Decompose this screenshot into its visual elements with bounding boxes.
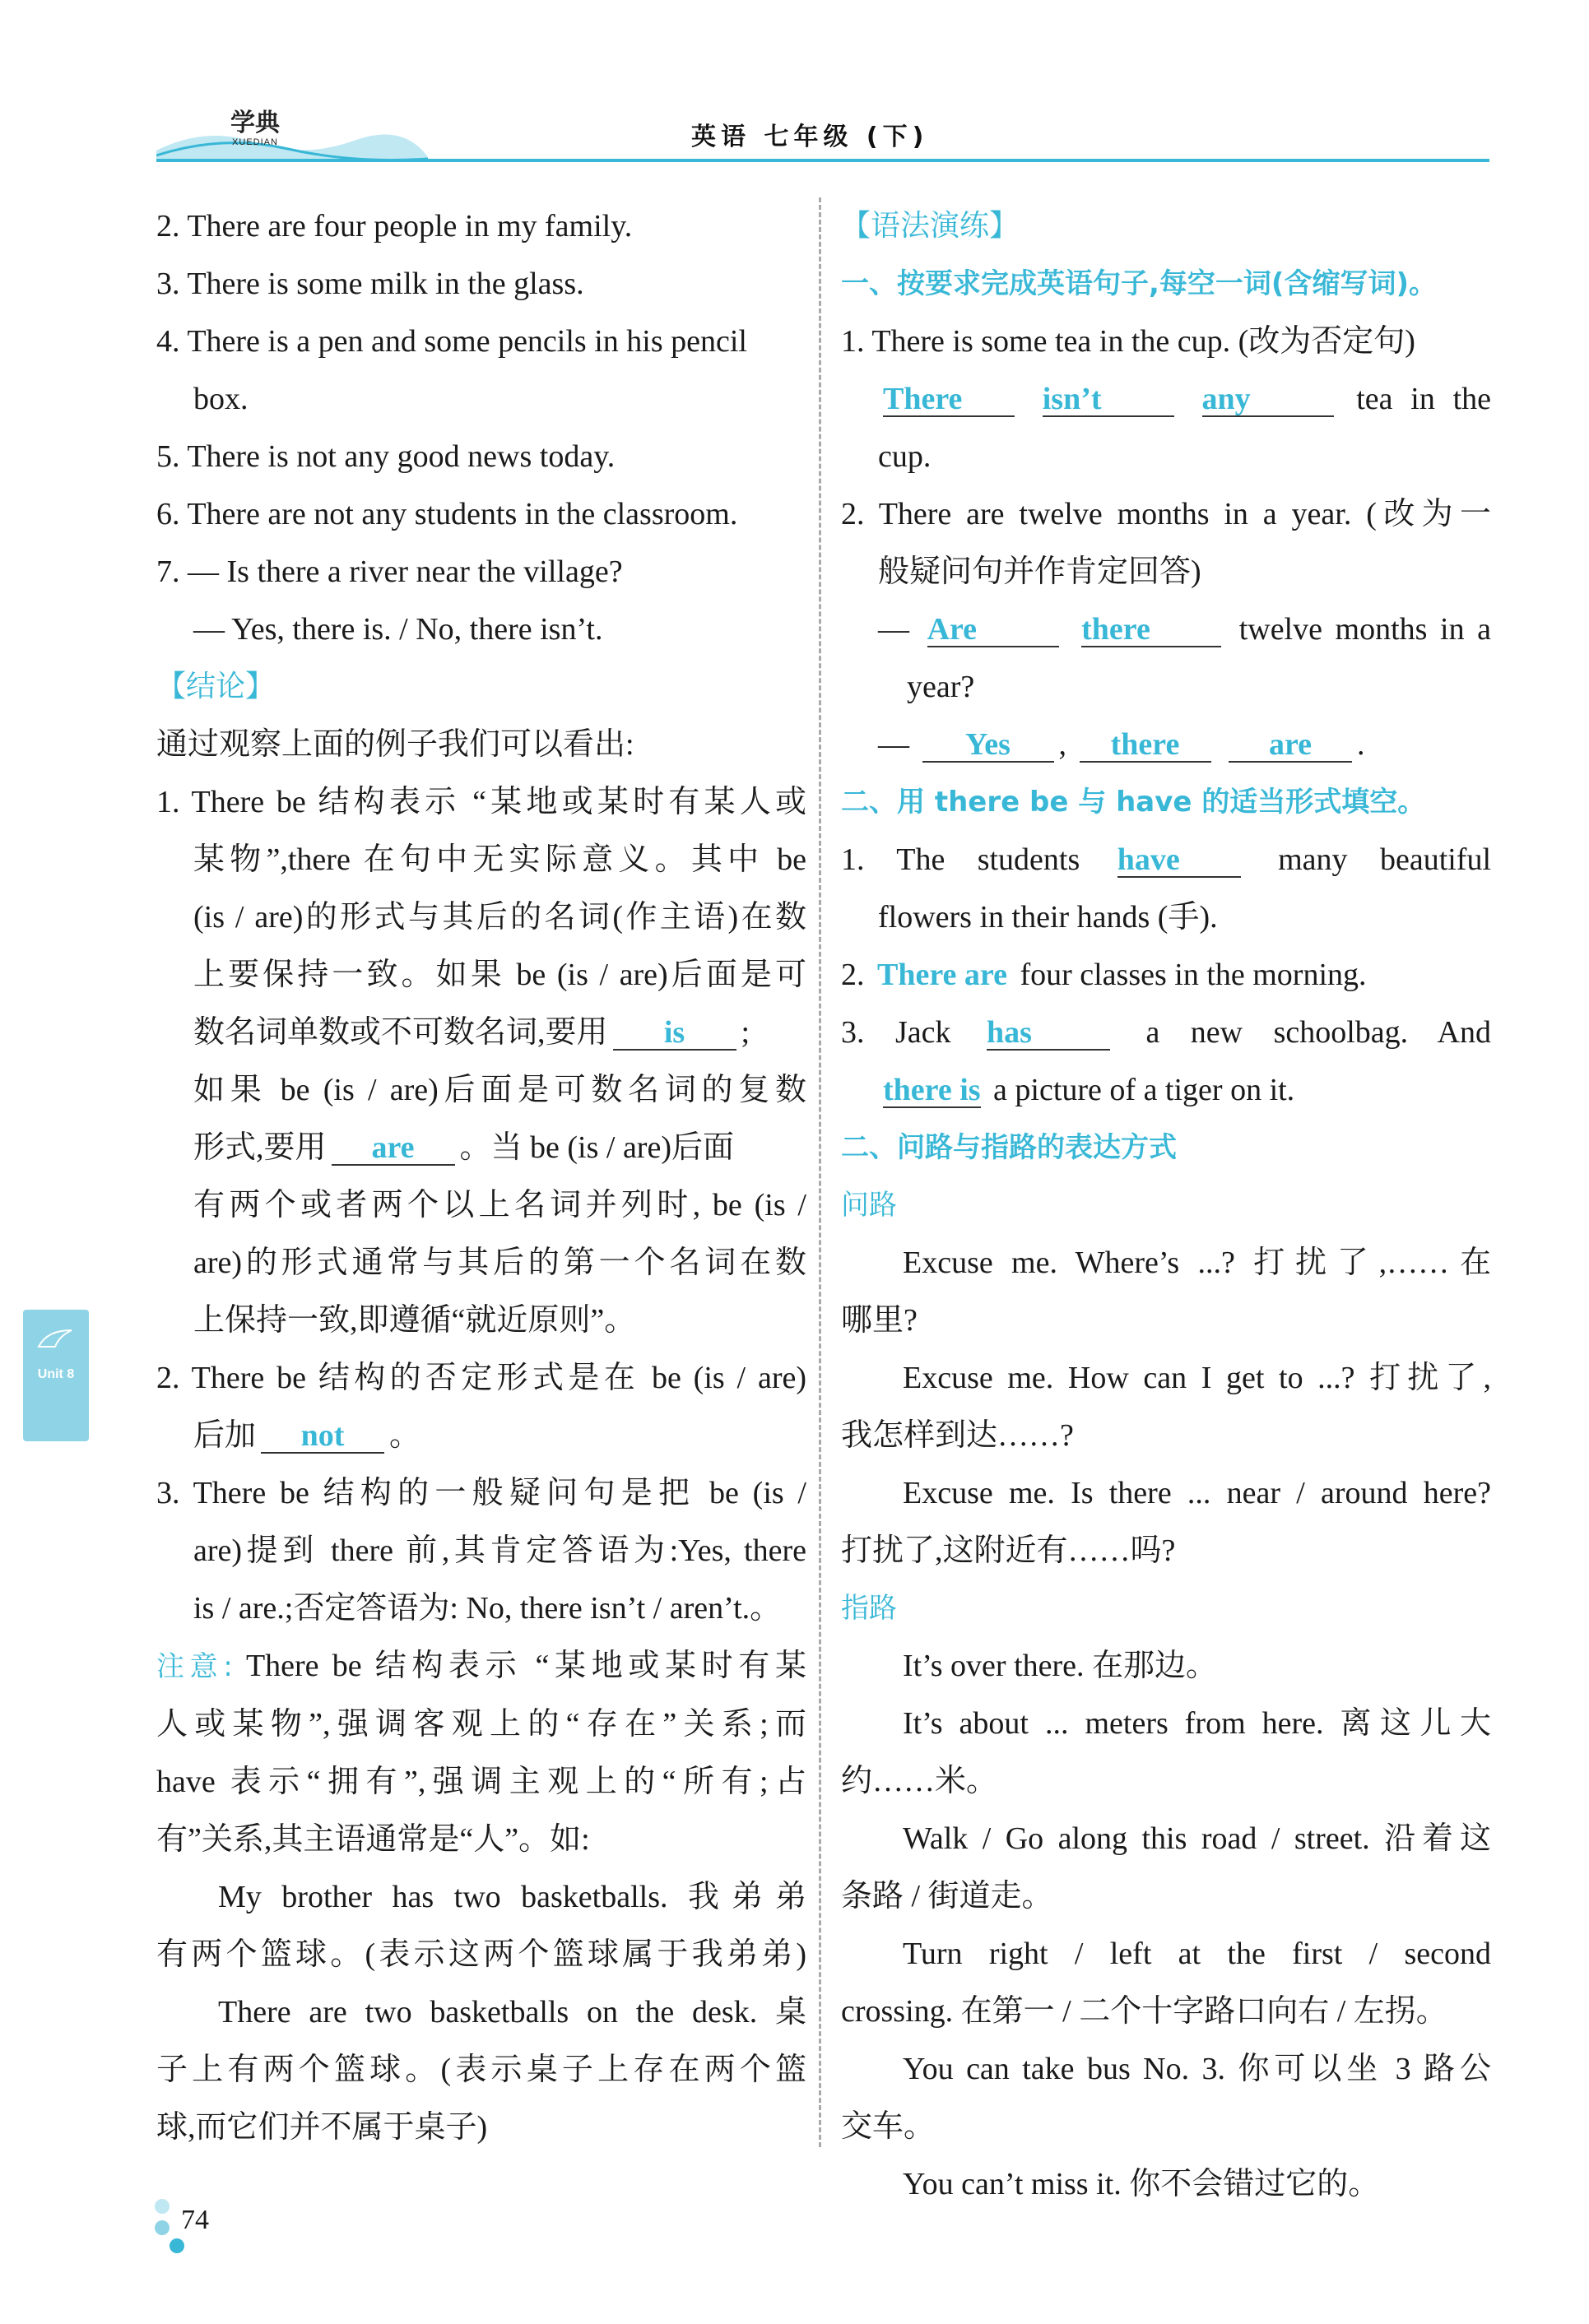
ask-way-heading: 问路 — [841, 1189, 897, 1222]
rule-text: 。 — [389, 1418, 421, 1453]
rule-3-line: is / are.;否定答语为: No, there isn’t / aren’t.。 — [193, 1591, 782, 1626]
fill-1-line — [841, 831, 1491, 888]
answer-blank: isn’t — [1043, 383, 1174, 417]
guide-line: It’s about ... meters from here. 离这儿大 — [903, 1706, 1491, 1741]
practice-heading: 【语法演练】 — [841, 209, 1020, 243]
fill-text: 2. — [841, 958, 865, 992]
guide-line: Turn right / left at the first / second — [903, 1937, 1491, 1971]
fill-1-line: flowers in their hands (手). — [878, 900, 1218, 935]
ask-line: 打扰了,这附近有……吗? — [841, 1533, 1176, 1568]
rule-text: ; — [741, 1015, 750, 1050]
answer-blank: There are — [877, 958, 1007, 992]
ask-line: 我怎样到达……? — [841, 1418, 1074, 1453]
rule-1-line: are)的形式通常与其后的第一个名词在数 — [193, 1245, 806, 1280]
left-column — [156, 197, 806, 2156]
rule-1-line: 1. There be 结构表示 “某地或某时有某人或 — [156, 785, 806, 819]
section-1-title: 一、按要求完成英语句子,每空一词(含缩写词)。 — [841, 267, 1437, 300]
column-divider — [819, 197, 821, 2147]
example-line: — Yes, there is. / No, there isn’t. — [193, 612, 603, 647]
rule-1-line: 上要保持一致。如果 be (is / are)后面是可 — [193, 958, 806, 992]
answer-blank: there is — [883, 1073, 981, 1107]
note-line — [156, 1637, 806, 1695]
conclusion-intro: 通过观察上面的例子我们可以看出: — [156, 727, 634, 762]
question-1-line — [841, 370, 1491, 428]
guide-line: Walk / Go along this road / street. 沿着这 — [903, 1821, 1491, 1856]
question-2-line — [841, 601, 1491, 658]
publisher-logo — [214, 109, 296, 151]
header-rule — [156, 159, 1489, 162]
guide-line: You can take bus No. 3. 你可以坐 3 路公 — [903, 2052, 1491, 2086]
rule-3-line: 3. There be 结构的一般疑问句是把 be (is / — [156, 1476, 806, 1510]
unit-side-tab — [23, 1310, 89, 1441]
question-1-line: cup. — [878, 439, 932, 474]
answer-blank: have — [1117, 843, 1241, 878]
rule-2-line: 2. There be 结构的否定形式是在 be (is / are) — [156, 1361, 806, 1395]
note-label: 注意: — [156, 1650, 233, 1683]
example-line: box. — [193, 382, 249, 416]
rule-1-line: 如果 be (is / are)后面是可数名词的复数 — [193, 1073, 806, 1107]
fill-text: 3. Jack — [841, 1015, 951, 1050]
note-line: have 表示“拥有”,强调主观上的“所有;占 — [156, 1765, 806, 1799]
dash: — — [878, 612, 909, 647]
example-line: 5. There is not any good news today. — [156, 439, 616, 474]
question-2-line: year? — [907, 670, 975, 704]
fill-text: 1. The students — [841, 842, 1080, 877]
note-text: There be 结构表示 “某地或某时有某 — [232, 1649, 806, 1683]
give-directions-heading: 指路 — [841, 1592, 897, 1625]
example-sentence: 球,而它们并不属于桌子) — [156, 2110, 488, 2145]
answer-blank: are — [1229, 728, 1352, 763]
guide-line: 交车。 — [841, 2109, 936, 2144]
example-line: 7. — Is there a river near the village? — [156, 554, 623, 589]
example-sentence: My brother has two basketballs. 我弟弟 — [218, 1880, 806, 1914]
rule-text: 形式,要用 — [193, 1130, 327, 1165]
answer-blank: not — [261, 1419, 384, 1454]
rule-1-line: 上保持一致,即遵循“就近原则”。 — [193, 1303, 636, 1338]
logo-text: 学典 — [230, 109, 280, 137]
rule-1-line: (is / are)的形式与其后的名词(作主语)在数 — [193, 900, 806, 935]
answer-blank: has — [987, 1016, 1110, 1051]
example-line: 3. There is some milk in the glass. — [156, 267, 584, 301]
guide-line: crossing. 在第一 / 二个十字路口向右 / 左拐。 — [841, 1994, 1447, 2029]
answer-blank: are — [332, 1131, 455, 1166]
example-line: 2. There are four people in my family. — [156, 209, 633, 244]
page-number: 74 — [181, 2205, 209, 2235]
example-line: 6. There are not any students in the classroom. — [156, 497, 738, 531]
fill-text: a picture of a tiger on it. — [993, 1073, 1295, 1107]
logo-subtext: XUEDIAN — [232, 137, 278, 147]
rule-3-line: are)提到 there 前,其肯定答语为:Yes, there — [193, 1533, 806, 1568]
fill-text: four classes in the morning. — [1020, 958, 1367, 992]
question-2-line: 般疑问句并作肯定回答) — [878, 554, 1201, 589]
ask-line: Excuse me. Is there ... near / around here? — [903, 1476, 1491, 1510]
rule-text: 。当 be (is / are)后面 — [459, 1130, 734, 1165]
guide-line: 条路 / 街道走。 — [841, 1879, 1053, 1913]
book-title: 英语 七年级 (下) — [691, 123, 929, 151]
rule-2-line — [156, 1407, 806, 1464]
fill-text: many beautiful — [1278, 842, 1492, 877]
rule-1-line — [156, 1119, 806, 1176]
guide-line: 约……米。 — [841, 1764, 998, 1798]
example-line: 4. There is a pen and some pencils in his pencil — [156, 324, 747, 359]
answer-blank: any — [1202, 383, 1334, 417]
rule-1-line: 某物”,there 在句中无实际意义。其中 be — [193, 842, 806, 877]
conclusion-heading: 【结论】 — [156, 670, 276, 703]
rule-1-line — [156, 1004, 806, 1061]
example-sentence: There are two basketballs on the desk. 桌 — [218, 1995, 806, 2029]
rule-1-line: 有两个或者两个以上名词并列时, be (is / — [193, 1188, 806, 1222]
question-text: twelve months in a — [1238, 612, 1491, 647]
answer-blank: is — [613, 1016, 736, 1051]
question-2-line: 2. There are twelve months in a year. (改为一 — [841, 497, 1491, 531]
guide-line: You can’t miss it. 你不会错过它的。 — [903, 2167, 1380, 2201]
answer-blank: Yes — [922, 728, 1054, 763]
example-sentence: 有两个篮球。(表示这两个篮球属于我弟弟) — [156, 1937, 806, 1972]
unit-label: Unit 8 — [37, 1367, 75, 1381]
fill-3-line — [841, 1061, 1491, 1119]
note-line: 有”关系,其主语通常是“人”。如: — [156, 1822, 590, 1857]
question-2-line: — Yes , there are . — [878, 727, 1365, 762]
note-line: 人或某物”,强调客观上的“存在”关系;而 — [156, 1707, 806, 1742]
section-3-title: 二、问路与指路的表达方式 — [841, 1131, 1177, 1164]
section-2-title: 二、用 there be 与 have 的适当形式填空。 — [841, 786, 1426, 819]
answer-blank: There — [883, 383, 1015, 417]
ask-line: Excuse me. How can I get to ...? 打扰了, — [903, 1361, 1491, 1395]
rule-text: 数名词单数或不可数名词,要用 — [193, 1015, 608, 1050]
dash: — — [878, 727, 909, 762]
question-text: tea in the — [1356, 382, 1492, 416]
rule-text: 后加 — [193, 1418, 257, 1453]
right-column — [841, 197, 1491, 2213]
answer-blank: there — [1081, 613, 1221, 647]
guide-line: It’s over there. 在那边。 — [903, 1649, 1218, 1683]
fill-text: a new schoolbag. And — [1145, 1015, 1491, 1050]
page-header — [156, 111, 1489, 169]
answer-blank: Are — [927, 613, 1059, 647]
fill-3-line — [841, 1004, 1491, 1061]
wing-icon — [35, 1326, 76, 1351]
example-sentence: 子上有两个篮球。(表示桌子上存在两个篮 — [156, 2053, 806, 2087]
answer-blank: there — [1080, 728, 1211, 763]
ask-line: Excuse me. Where’s ...? 打扰了,……在 — [903, 1245, 1491, 1280]
fill-2-line — [841, 946, 1491, 1004]
ask-line: 哪里? — [841, 1303, 918, 1338]
question-1-line: 1. There is some tea in the cup. (改为否定句) — [841, 324, 1415, 359]
